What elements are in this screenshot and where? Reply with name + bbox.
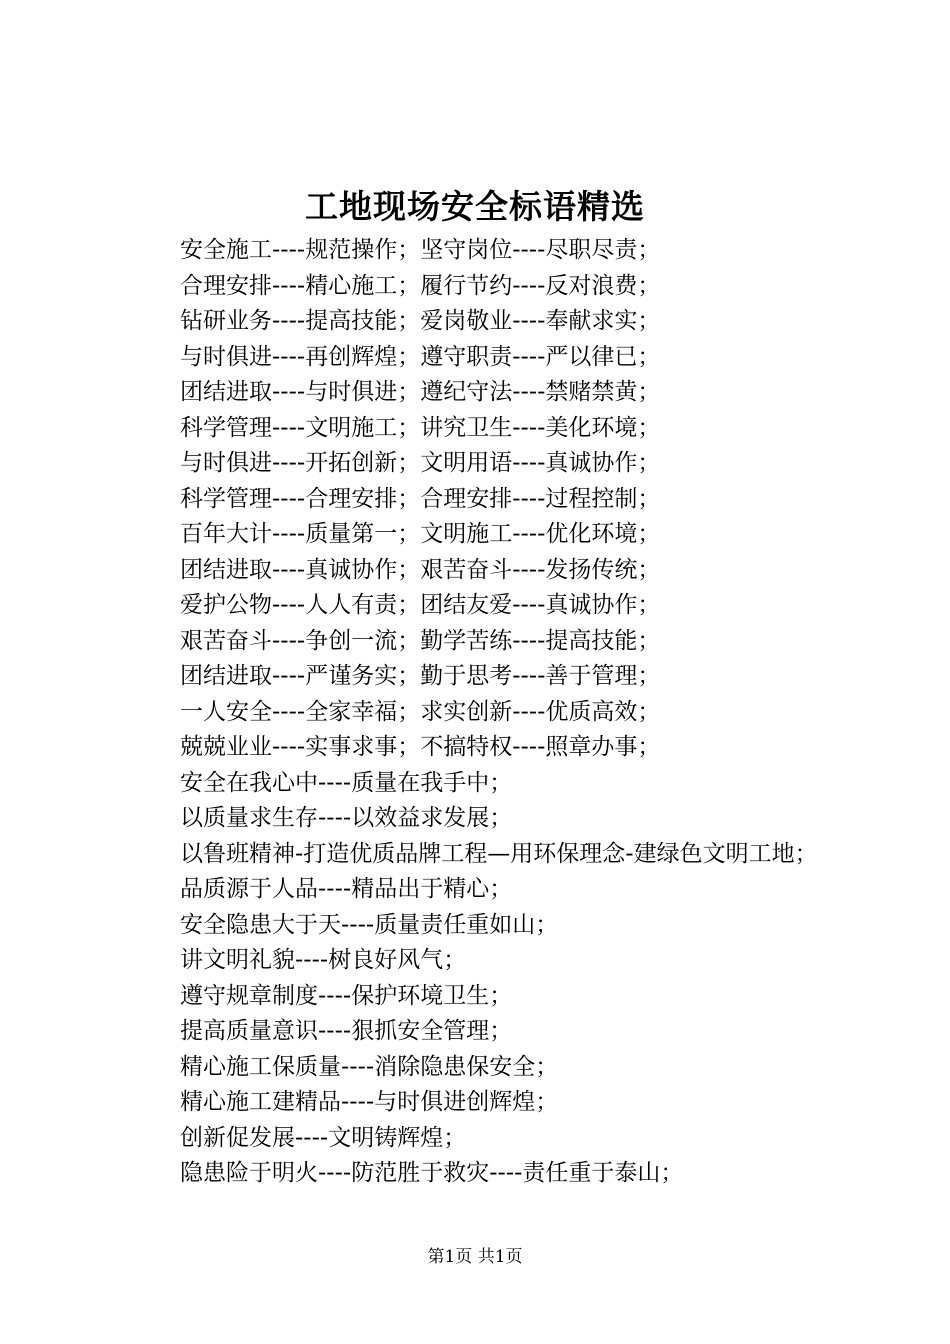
slogan-line: 百年大计----质量第一；文明施工----优化环境； <box>180 521 661 547</box>
slogan-line: 提高质量意识----狠抓安全管理； <box>180 1018 513 1044</box>
slogan-line: 合理安排----精心施工；履行节约----反对浪费； <box>180 272 661 299</box>
slogan-line: 兢兢业业----实事求事；不搞特权----照章办事； <box>180 734 661 760</box>
slogan-line: 钻研业务----提高技能；爱岗敬业----奉献求实； <box>180 308 661 334</box>
slogan-line: 爱护公物----人人有责；团结友爱----真诚协作； <box>180 592 661 618</box>
slogan-line: 遵守规章制度----保护环境卫生； <box>180 982 513 1009</box>
slogan-line: 隐患险于明火----防范胜于救灾----责任重于泰山； <box>180 1160 684 1186</box>
slogan-line: 品质源于人品----精品出于精心； <box>180 876 513 902</box>
slogan-list <box>129 233 834 1192</box>
slogan-line: 讲文明礼貌----树良好风气； <box>180 947 467 973</box>
slogan-line: 科学管理----文明施工；讲究卫生----美化环境； <box>180 414 661 441</box>
slogan-line: 艰苦奋斗----争创一流；勤学苦练----提高技能； <box>180 627 661 654</box>
slogan-line: 团结进取----与时俱进；遵纪守法----禁赌禁黄； <box>180 379 661 405</box>
slogan-line: 科学管理----合理安排；合理安排----过程控制； <box>180 485 661 512</box>
document-title: 工地现场安全标语精选 <box>305 187 645 226</box>
slogan-line: 一人安全----全家幸福；求实创新----优质高效； <box>180 698 661 725</box>
slogan-line: 精心施工建精品----与时俱进创辉煌； <box>180 1089 559 1115</box>
slogan-line: 安全隐患大于天----质量责任重如山； <box>180 911 559 938</box>
slogan-line: 团结进取----真诚协作；艰苦奋斗----发扬传统； <box>180 556 661 583</box>
slogan-line: 安全在我心中----质量在我手中； <box>180 769 513 796</box>
slogan-line: 以质量求生存----以效益求发展； <box>180 805 513 831</box>
slogan-line: 与时俱进----再创辉煌；遵守职责----严以律已； <box>180 343 661 370</box>
slogan-line: 团结进取----严谨务实；勤于思考----善于管理； <box>180 663 661 689</box>
slogan-line: 创新促发展----文明铸辉煌； <box>180 1124 467 1151</box>
page-footer: 第1页 共1页 <box>427 1247 523 1267</box>
slogan-line: 与时俱进----开拓创新；文明用语----真诚协作； <box>180 450 661 476</box>
slogan-line: 安全施工----规范操作；坚守岗位----尽职尽责； <box>180 237 661 263</box>
slogan-line: 精心施工保质量----消除隐患保安全； <box>180 1053 559 1080</box>
slogan-line: 以鲁班精神-打造优质品牌工程—用环保理念-建绿色文明工地； <box>180 840 818 867</box>
